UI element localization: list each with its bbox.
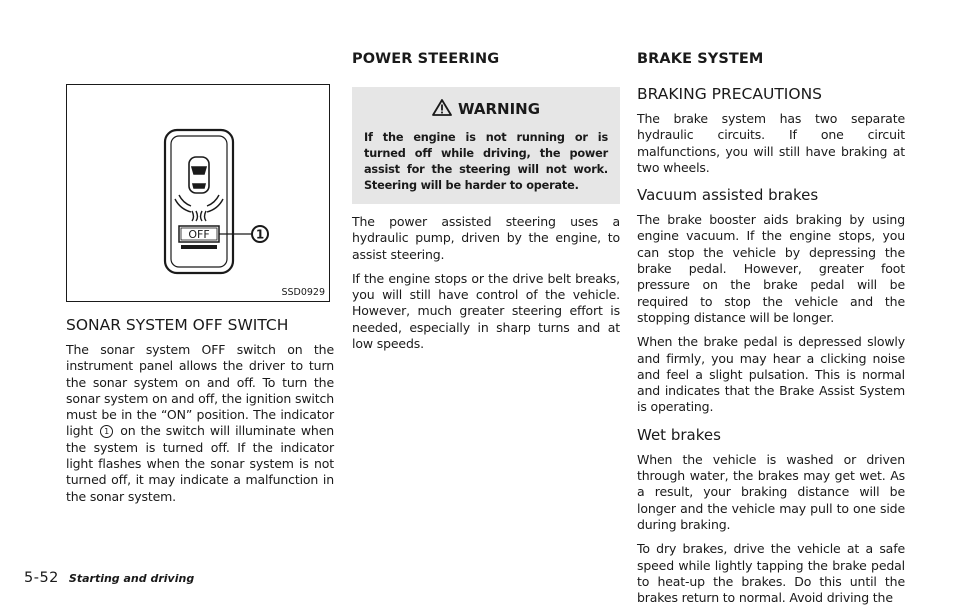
wet-paragraph-2: To dry brakes, drive the vehicle at a safe speed while lightly tapping the brake pedal to heat-up the brakes. Do this until the brakes return to normal. Avoid driving the <box>637 541 905 606</box>
right-column <box>637 85 905 614</box>
chapter-title: Starting and driving <box>68 572 195 585</box>
steering-paragraph-1: The power assisted steering uses a hydraulic pump, driven by the engine, to assist steering. <box>352 214 620 262</box>
vacuum-paragraph-1: The brake booster aids braking by using engine vacuum. If the engine stops, you can stop the vehicle by depressing the brake pedal. However, greater foot pressure on the brake pedal will be required to stop the vehicle and the stopping distance will be longer. <box>637 212 905 325</box>
page-number: 5-52 <box>24 570 59 586</box>
warning-text: If the engine is not running or is turned off while driving, the power assist for the steering will not work. Steering will be harder to operate. <box>364 131 608 192</box>
brake-intro-paragraph: The brake system has two separate hydraulic circuits. If one circuit malfunctions, you will still have braking at two wheels. <box>637 111 905 175</box>
power-steering-heading: POWER STEERING <box>352 51 500 67</box>
sonar-heading: SONAR SYSTEM OFF SWITCH <box>66 316 289 334</box>
brake-system-heading: BRAKE SYSTEM <box>637 51 764 67</box>
warning-triangle-icon <box>432 99 452 116</box>
wet-paragraph-1: When the vehicle is washed or driven through water, the brakes may get wet. As a result, your braking distance will be longer and the vehicle may pull to one side during braking. <box>637 451 905 532</box>
vacuum-paragraph-2: When the brake pedal is depressed slowly and firmly, you may hear a clicking noise and feel a slight pulsation. This is normal and indicates that the Brake Assist System is operating. <box>637 334 905 415</box>
sonar-waves-icon <box>175 195 223 221</box>
vacuum-brakes-heading: Vacuum assisted brakes <box>637 186 819 205</box>
callout-number: 1 <box>255 227 265 242</box>
callout-1-icon: 1 <box>100 425 113 438</box>
warning-title: WARNING <box>364 99 608 118</box>
car-icon <box>189 157 209 193</box>
steering-paragraph-2: If the engine stops or the drive belt breaks, you will still have control of the vehicle. However, much greater steering effort is needed, especially in sharp turns and at low speeds. <box>352 270 620 352</box>
wet-brakes-heading: Wet brakes <box>637 425 721 444</box>
figure-code: SSD0929 <box>281 287 325 298</box>
page-footer <box>24 570 194 586</box>
figure-sonar-switch <box>66 84 330 302</box>
braking-precautions-heading: BRAKING PRECAUTIONS <box>637 85 823 103</box>
warning-box <box>352 87 620 204</box>
sonar-switch-illustration <box>67 85 329 301</box>
sonar-paragraph: The sonar system OFF switch on the instrument panel allows the driver to turn the sonar system on and off. To turn the sonar system on and off, the ignition switch must be in the “ON” position. The indicator light 1 on the switch will illuminate when the system is turned off. If the indicator light flashes when the sonar system is not turned off, it may indicate a malfunction in the sonar system. <box>66 342 335 504</box>
switch-off-label: OFF <box>188 228 210 241</box>
left-column <box>66 316 334 513</box>
middle-column <box>352 87 620 360</box>
